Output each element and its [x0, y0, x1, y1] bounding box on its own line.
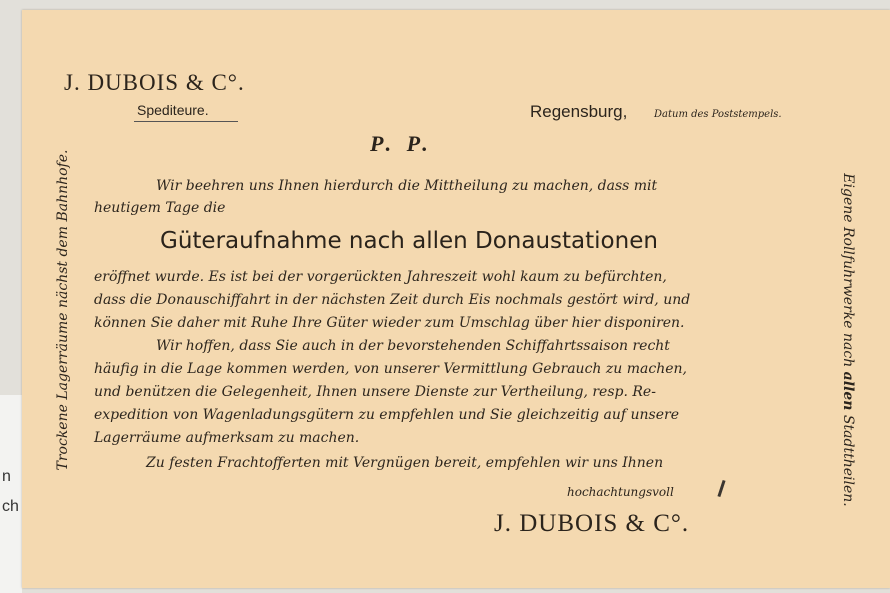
background-fragment: n [2, 468, 11, 485]
body-line: Wir hoffen, dass Sie auch in der bevorstehenden Schiffahrtssaison recht [156, 338, 670, 354]
salutation: P. P. [370, 131, 433, 156]
body-line: dass die Donauschiffahrt in der nächsten Zeit durch Eis nochmals gestört wird, und [94, 292, 691, 308]
sidebar-right-text [840, 173, 856, 506]
signature: J. DUBOIS & C°. [494, 510, 690, 537]
body-line: Zu festen Frachtofferten mit Vergnügen bereit, empfehlen wir uns Ihnen [146, 455, 664, 471]
postcard [22, 10, 890, 588]
date-note: Datum des Poststempels. [654, 109, 782, 120]
sidebar-right-before: Eigene Rollfuhrwerke nach [840, 173, 856, 372]
body-line: Wir beehren uns Ihnen hierdurch die Mittheilung zu machen, dass mit [156, 178, 658, 194]
background-strip [0, 395, 22, 593]
body-line: expedition von Wagenladungsgütern zu empfehlen und Sie gleichzeitig auf unsere [94, 407, 679, 423]
closing-phrase: hochachtungsvoll [567, 485, 674, 499]
body-line: Lagerräume aufmerksam zu machen. [94, 430, 360, 446]
subtitle-underline [134, 121, 238, 122]
sidebar-right-bold: allen [840, 371, 856, 411]
body-line: häufig in die Lage kommen werden, von unserer Vermittlung Gebrauch zu machen, [94, 361, 687, 377]
body-line: eröffnet wurde. Es ist bei der vorgerückten Jahreszeit wohl kaum zu befürchten, [94, 269, 667, 285]
company-subtitle: Spediteure. [137, 102, 209, 118]
announcement-heading: Güteraufnahme nach allen Donaustationen [160, 228, 658, 254]
company-name: J. DUBOIS & C°. [64, 70, 245, 95]
body-line: heutigem Tage die [94, 200, 226, 216]
body-line: und benützen die Gelegenheit, Ihnen unsere Dienste zur Vertheilung, resp. Re- [94, 384, 656, 400]
sidebar-right-after: Stadttheilen. [840, 410, 856, 507]
background-fragment: ch [2, 498, 19, 515]
pencil-mark [717, 480, 725, 497]
city-name: Regensburg, [530, 102, 628, 121]
body-line: können Sie daher mit Ruhe Ihre Güter wieder zum Umschlag über hier disponiren. [94, 315, 685, 331]
sidebar-left-text: Trockene Lagerräume nächst dem Bahnhofe. [55, 149, 71, 471]
